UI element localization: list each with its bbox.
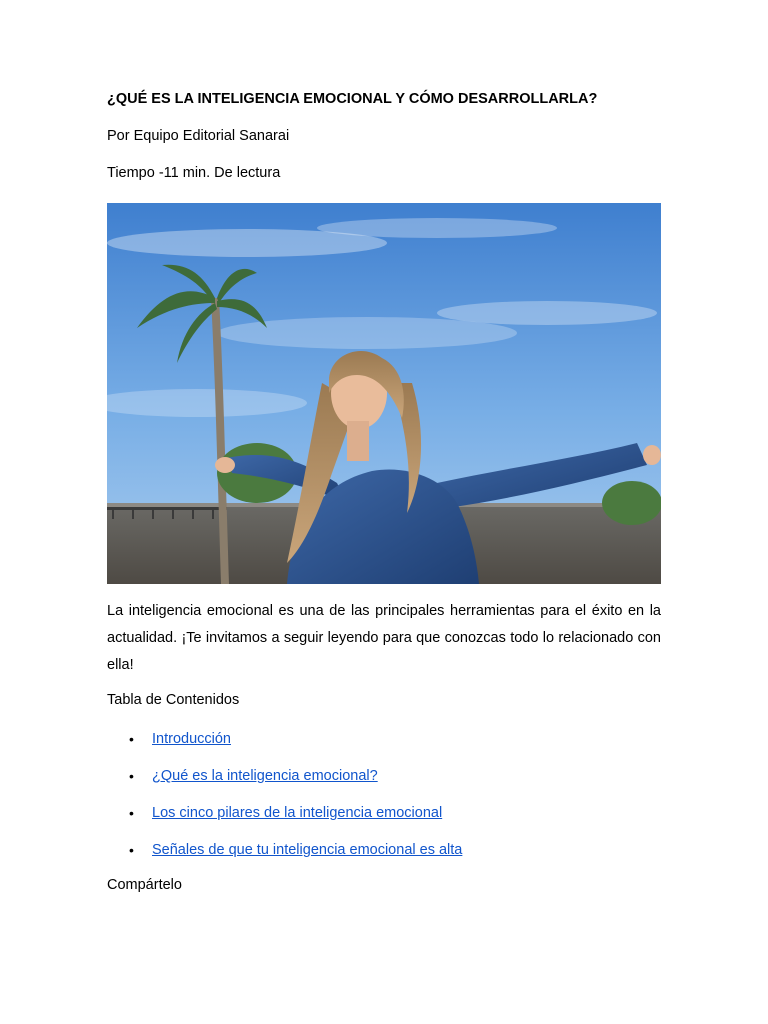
intro-paragraph: La inteligencia emocional es una de las principales herramientas para el éxito en la actualidad. ¡Te invitamos a seguir leyendo para que conozcas todo lo relacionado con ella! bbox=[107, 603, 661, 673]
toc-link-introduccion[interactable]: Introducción bbox=[152, 731, 231, 747]
toc-item-senales bbox=[107, 839, 661, 876]
toc-item-que-es bbox=[107, 765, 661, 802]
toc-link-que-es[interactable]: ¿Qué es la inteligencia emocional? bbox=[152, 768, 378, 784]
toc-link-senales[interactable]: Señales de que tu inteligencia emocional es alta bbox=[152, 842, 463, 858]
article-author: Por Equipo Editorial Sanarai bbox=[107, 128, 290, 144]
table-of-contents bbox=[107, 728, 661, 876]
toc-title: Tabla de Contenidos bbox=[107, 692, 240, 708]
toc-item-cinco-pilares bbox=[107, 802, 661, 839]
reading-time: Tiempo -11 min. De lectura bbox=[107, 165, 281, 181]
article-title: ¿QUÉ ES LA INTELIGENCIA EMOCIONAL Y CÓMO DESARROLLARLA? bbox=[107, 91, 598, 107]
share-label: Compártelo bbox=[107, 877, 182, 893]
bullet: • bbox=[129, 805, 134, 821]
toc-link-cinco-pilares[interactable]: Los cinco pilares de la inteligencia emocional bbox=[152, 805, 443, 821]
hero-image bbox=[107, 203, 661, 584]
toc-item-introduccion bbox=[107, 728, 661, 765]
bullet: • bbox=[129, 842, 134, 858]
bullet: • bbox=[129, 731, 134, 747]
bullet: • bbox=[129, 768, 134, 784]
